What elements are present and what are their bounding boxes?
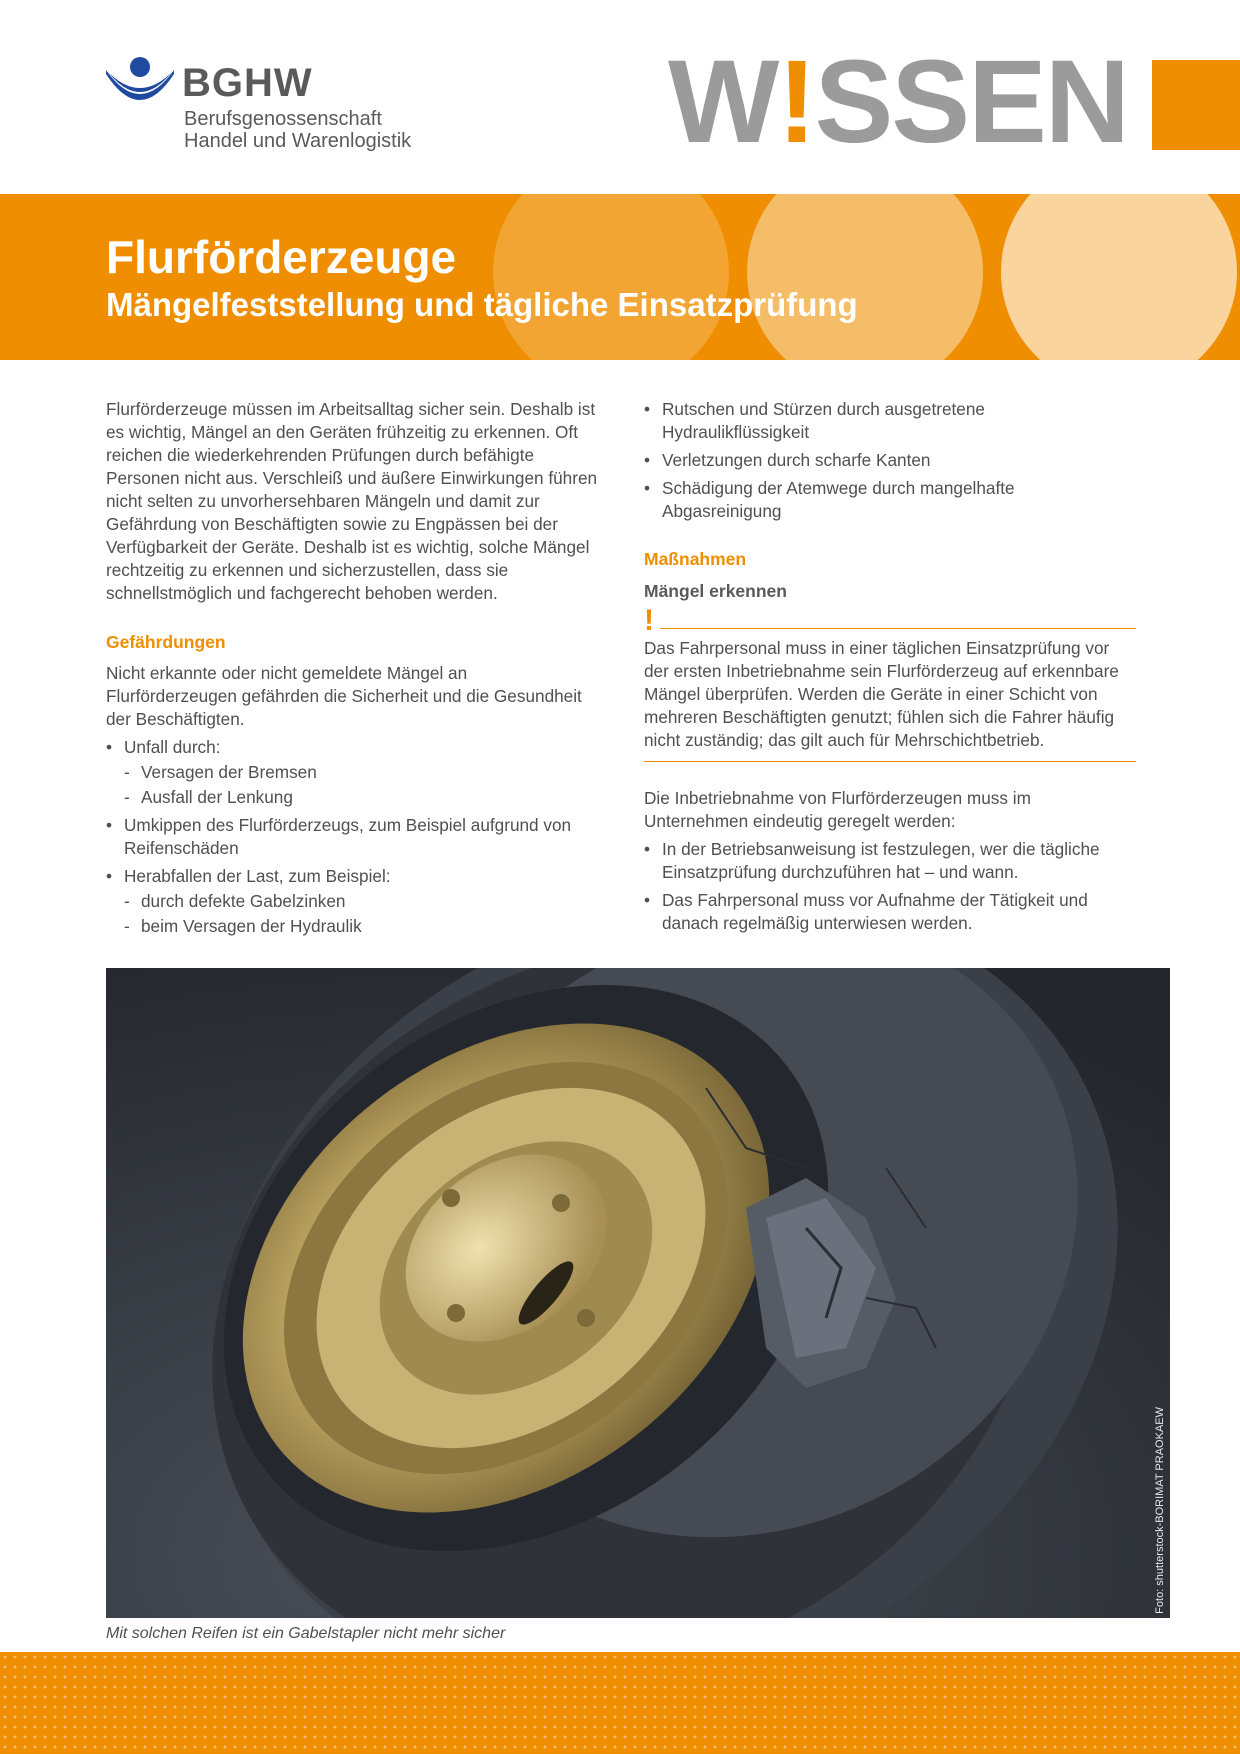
title-banner — [0, 194, 1240, 360]
list-item-text: Unfall durch: — [124, 737, 221, 757]
list-item: • In der Betriebsanweisung ist festzulegen, wer die tägliche Einsatzprüfung durchzuführen hat – und wann. — [644, 838, 1136, 884]
logo-subtitle — [184, 108, 411, 152]
wissen-orange-square — [1152, 60, 1240, 150]
list-item-text: Herabfallen der Last, zum Beispiel: — [124, 866, 391, 886]
wissen-exclamation: ! — [777, 36, 815, 168]
notice-bottom-rule — [644, 761, 1136, 762]
sub-list-item: - Versagen der Bremsen — [106, 761, 598, 784]
list-item: • Schädigung der Atemwege durch mangelhafte Abgasreinigung — [644, 477, 1136, 523]
hazards-intro: Nicht erkannte oder nicht gemeldete Mängel an Flurförderzeugen gefährden die Sicherheit und die Gesundheit der Beschäftigten. — [106, 663, 582, 729]
sub-list-item: - Ausfall der Lenkung — [106, 786, 598, 809]
sub-list — [124, 890, 598, 938]
left-column — [106, 398, 598, 938]
sub-list — [124, 761, 598, 809]
right-column — [644, 398, 1136, 935]
bghw-logo-icon — [106, 56, 174, 108]
exclamation-icon: ! — [644, 604, 654, 637]
logo-sub-line1: Berufsgenossenschaft — [184, 108, 382, 130]
list-item: • Umkippen des Flurförderzeugs, zum Beispiel aufgrund von Reifenschäden — [106, 814, 598, 860]
hazards-heading: Gefährdungen — [106, 632, 226, 652]
notice-box — [644, 604, 1136, 762]
commissioning-list — [644, 838, 1136, 935]
banner-circle-decoration — [747, 194, 983, 360]
hazards-list — [106, 736, 598, 938]
damaged-tire-photo — [106, 968, 1170, 1618]
intro-paragraph: Flurförderzeuge müssen im Arbeitsalltag sicher sein. Deshalb ist es wichtig, Mängel an den Geräten frühzeitig zu erkennen. Oft reichen die wiederkehrenden Prüfungen durch befähigte Personen nicht aus. Verschleiß und äußere Einwirkungen führen nicht selten zu unvorhersehbaren Mängeln und damit zur Gefährdung von Beschäftigten sowie zu Engpässen bei der Verfügbarkeit der Geräte. Deshalb ist es wichtig, solche Mängel rechtzeitig zu erkennen und sicherzustellen, dass sie schnellstmöglich und fachgerecht behoben werden. — [106, 399, 598, 603]
sub-list-item: - beim Versagen der Hydraulik — [106, 915, 598, 938]
bghw-logo — [106, 56, 426, 156]
photo-credit: Foto: shutterstock-BORIMAT PRAOKAEW — [1154, 1407, 1166, 1614]
list-item: • Rutschen und Stürzen durch ausgetretene Hydraulikflüssigkeit — [644, 398, 1136, 444]
notice-line — [660, 628, 1136, 629]
list-item: • Verletzungen durch scharfe Kanten — [644, 449, 1136, 472]
defects-heading: Mängel erkennen — [644, 581, 787, 601]
page-title: Flurförderzeuge — [106, 231, 457, 283]
logo-name: BGHW — [182, 61, 313, 105]
photo-caption: Mit solchen Reifen ist ein Gabelstapler nicht mehr sicher — [106, 1625, 506, 1642]
list-item: • Das Fahrpersonal muss vor Aufnahme der Tätigkeit und danach regelmäßig unterwiesen werden. — [644, 889, 1136, 935]
hazards-list-continued — [644, 398, 1136, 523]
measures-heading: Maßnahmen — [644, 549, 747, 569]
wissen-rest: SSEN — [814, 36, 1129, 168]
footer-band — [0, 1652, 1240, 1754]
wissen-logo — [668, 36, 1129, 168]
tire-illustration — [106, 968, 1170, 1618]
page-subtitle: Mängelfeststellung und tägliche Einsatzprüfung — [106, 286, 858, 323]
banner-circle-decoration — [493, 194, 729, 360]
logo-sub-line2: Handel und Warenlogistik — [184, 130, 412, 152]
commissioning-text: Die Inbetriebnahme von Flurförderzeugen muss im Unternehmen eindeutig geregelt werden: — [644, 788, 1031, 831]
list-item — [106, 865, 598, 938]
notice-text: Das Fahrpersonal muss in einer täglichen Einsatzprüfung vor der ersten Inbetriebnahme sein Flurförderzeug auf erkennbare Mängel überprüfen. Werden die Geräte in einer Schicht von mehreren Beschäftigten genutzt; fühlen sich die Fahrer häufig nicht zuständig; das gilt auch für Mehrschichtbetrieb. — [644, 638, 1119, 750]
notice-top-rule — [644, 604, 1136, 637]
banner-circle-decoration — [1001, 194, 1237, 360]
list-item — [106, 736, 598, 809]
wissen-w: W — [668, 36, 778, 168]
sub-list-item: - durch defekte Gabelzinken — [106, 890, 598, 913]
